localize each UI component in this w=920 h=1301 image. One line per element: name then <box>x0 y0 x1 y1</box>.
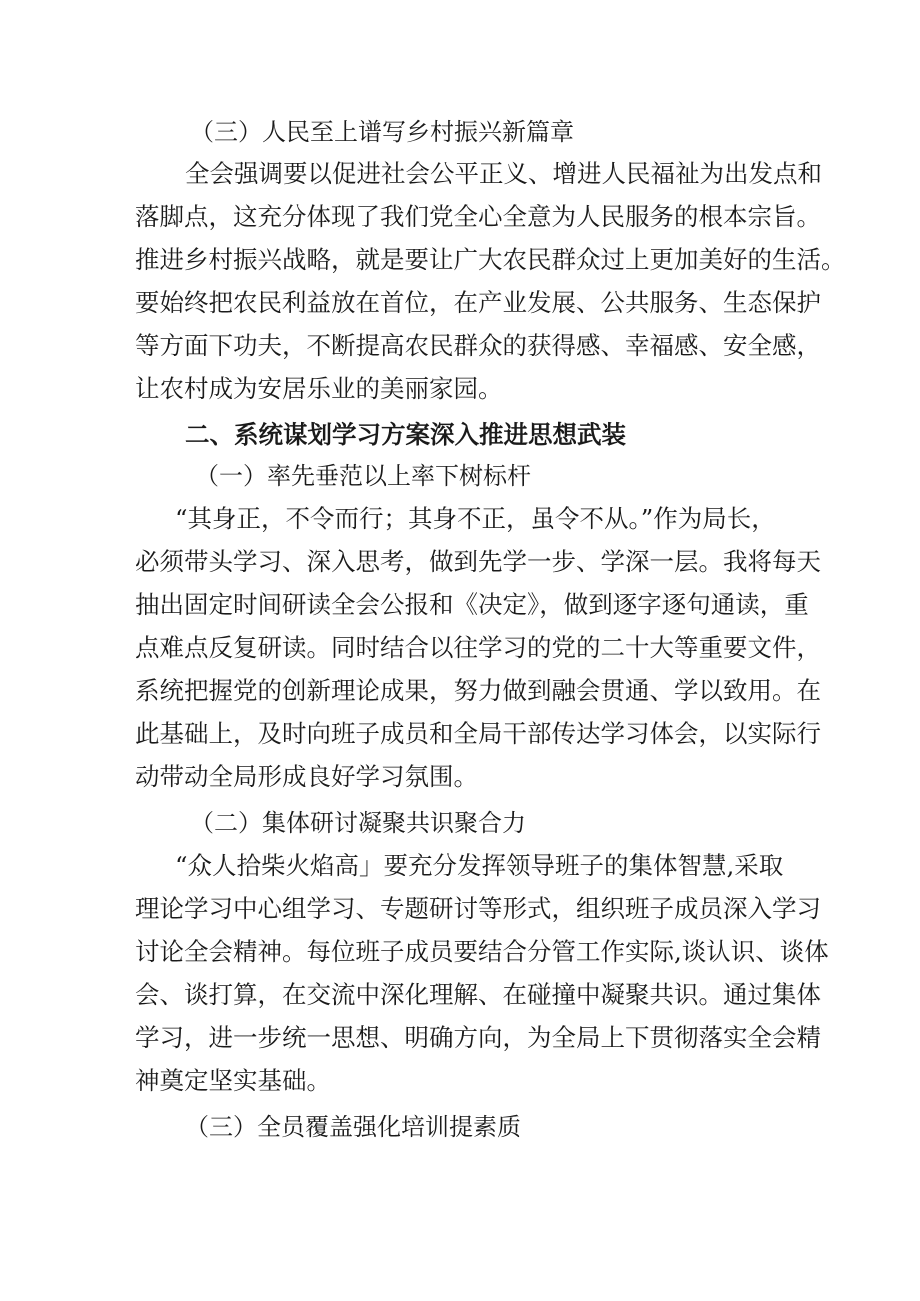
paragraph-line: 落脚点，这充分体现了我们党全心全意为人民服务的根本宗旨。 <box>135 202 821 231</box>
paragraph-line: 此基础上，及时向班子成员和全局干部传达学习体会，以实际行 <box>135 719 821 748</box>
section-heading: （三）人民至上谱写乡村振兴新篇章 <box>190 118 574 146</box>
paragraph-line: 要始终把农民利益放在首位，在产业发展、公共服务、生态保护 <box>135 288 821 317</box>
paragraph-line: 讨论全会精神。每位班子成员要结合分管工作实际,谈认识、谈体 <box>135 937 829 966</box>
paragraph-line: “众人拾柴火焰高」要充分发挥领导班子的集体智慧,采取 <box>175 851 784 880</box>
paragraph-line: 理论学习中心组学习、专题研讨等形式，组织班子成员深入学习 <box>135 894 821 923</box>
paragraph-line: 会、谈打算，在交流中深化理解、在碰撞中凝聚共识。通过集体 <box>135 980 821 1009</box>
section-heading: （二）集体研讨凝聚共识聚合力 <box>190 809 526 837</box>
paragraph-line: 必须带头学习、深入思考，做到先学一步、学深一层。我将每天 <box>135 547 821 576</box>
paragraph-line: 动带动全局形成良好学习氛围。 <box>135 762 478 791</box>
chapter-heading: 二、系统谋划学习方案深入推进思想武装 <box>185 420 626 449</box>
paragraph-line: “其身正，不令而行；其身不正，虽令不从。”作为局长， <box>175 504 776 533</box>
section-heading: （一）率先垂范以上率下树标杆 <box>195 462 531 490</box>
paragraph-line: 抽出固定时间研读全会公报和《决定》，做到逐字逐句通读，重 <box>135 590 809 619</box>
paragraph-line: 神奠定坚实基础。 <box>135 1066 331 1095</box>
paragraph-line: 推进乡村振兴战略，就是要让广大农民群众过上更加美好的生活。 <box>135 245 846 274</box>
paragraph-line: 点难点反复研读。同时结合以往学习的党的二十大等重要文件， <box>135 633 821 662</box>
paragraph-line: 系统把握党的创新理论成果，努力做到融会贯通、学以致用。在 <box>135 676 821 705</box>
paragraph-line: 让农村成为安居乐业的美丽家园。 <box>135 374 503 403</box>
paragraph-line: 等方面下功夫，不断提高农民群众的获得感、幸福感、安全感， <box>135 331 821 360</box>
paragraph-line: 学习，进一步统一思想、明确方向，为全局上下贯彻落实全会精 <box>135 1023 821 1052</box>
paragraph-line: 全会强调要以促进社会公平正义、增进人民福祉为出发点和 <box>185 159 822 188</box>
section-heading: （三）全员覆盖强化培训提素质 <box>185 1113 521 1141</box>
